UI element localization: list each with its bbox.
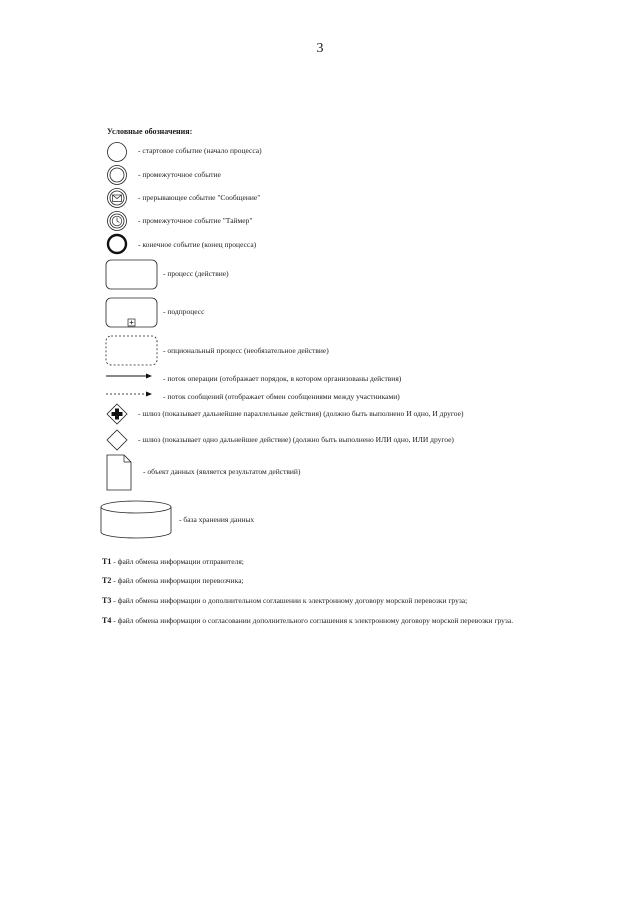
end-event-label: - конечное событие (конец процесса) [138, 240, 257, 249]
message-flow-arrow-icon [105, 389, 153, 399]
subprocess-icon [105, 297, 159, 329]
data-store-label: - база хранения данных [179, 515, 255, 524]
note-t1-code: T1 [102, 557, 112, 566]
data-object-icon [106, 454, 134, 492]
parallel-gateway-label: - шлюз (показывает дальнейшие параллельные действия) (должно быть выполнено И одно, И другое) [138, 409, 464, 418]
message-event-icon [106, 187, 128, 209]
note-t1 [102, 557, 244, 566]
subprocess-label: - подпроцесс [163, 307, 205, 316]
exclusive-gateway-icon [106, 429, 128, 451]
start-event-icon [106, 141, 128, 163]
page-number: 3 [316, 41, 324, 56]
data-object-label: - объект данных (является результатом действий) [143, 467, 301, 476]
timer-event-icon [106, 210, 128, 232]
note-t3 [102, 596, 467, 605]
note-t2-text: - файл обмена информации перевозчика; [111, 576, 244, 585]
optional-process-icon [105, 335, 159, 367]
end-event-icon [106, 233, 128, 255]
process-icon [105, 259, 159, 291]
note-t3-code: T3 [102, 596, 112, 605]
exclusive-gateway-label: - шлюз (показывает одно дальнейшее действие) (должно быть выполнено ИЛИ одно, ИЛИ другое) [138, 435, 454, 444]
note-t2 [102, 576, 244, 585]
message-event-label: - прерывающее событие "Сообщение" [138, 193, 261, 202]
parallel-gateway-icon [106, 403, 128, 425]
intermediate-event-icon [106, 164, 128, 186]
note-t4-code: T4 [102, 616, 112, 625]
note-t4 [102, 616, 513, 625]
optional-process-label: - опциональный процесс (необязательное действие) [163, 346, 329, 355]
data-store-icon [99, 499, 173, 541]
intermediate-event-label: - промежуточное событие [138, 170, 221, 179]
timer-event-label: - промежуточное событие "Таймер" [138, 216, 253, 225]
note-t2-code: T2 [102, 576, 112, 585]
operation-flow-arrow-icon [105, 371, 153, 381]
start-event-label: - стартовое событие (начало процесса) [138, 146, 262, 155]
note-t4-text: - файл обмена информации о согласовании дополнительного соглашения к электронному договору морской перевозки груза. [111, 616, 514, 625]
message-flow-label: - поток сообщений (отображает обмен сообщениями между участниками) [163, 392, 400, 401]
note-t1-text: - файл обмена информации отправителя; [111, 557, 244, 566]
note-t3-text: - файл обмена информации о дополнительном соглашении к электронному договору морской перевозки груза; [111, 596, 468, 605]
process-label: - процесс (действие) [163, 269, 229, 278]
legend-title: Условные обозначения: [107, 127, 193, 136]
operation-flow-label: - поток операции (отображает порядок, в котором организованы действия) [163, 374, 402, 383]
